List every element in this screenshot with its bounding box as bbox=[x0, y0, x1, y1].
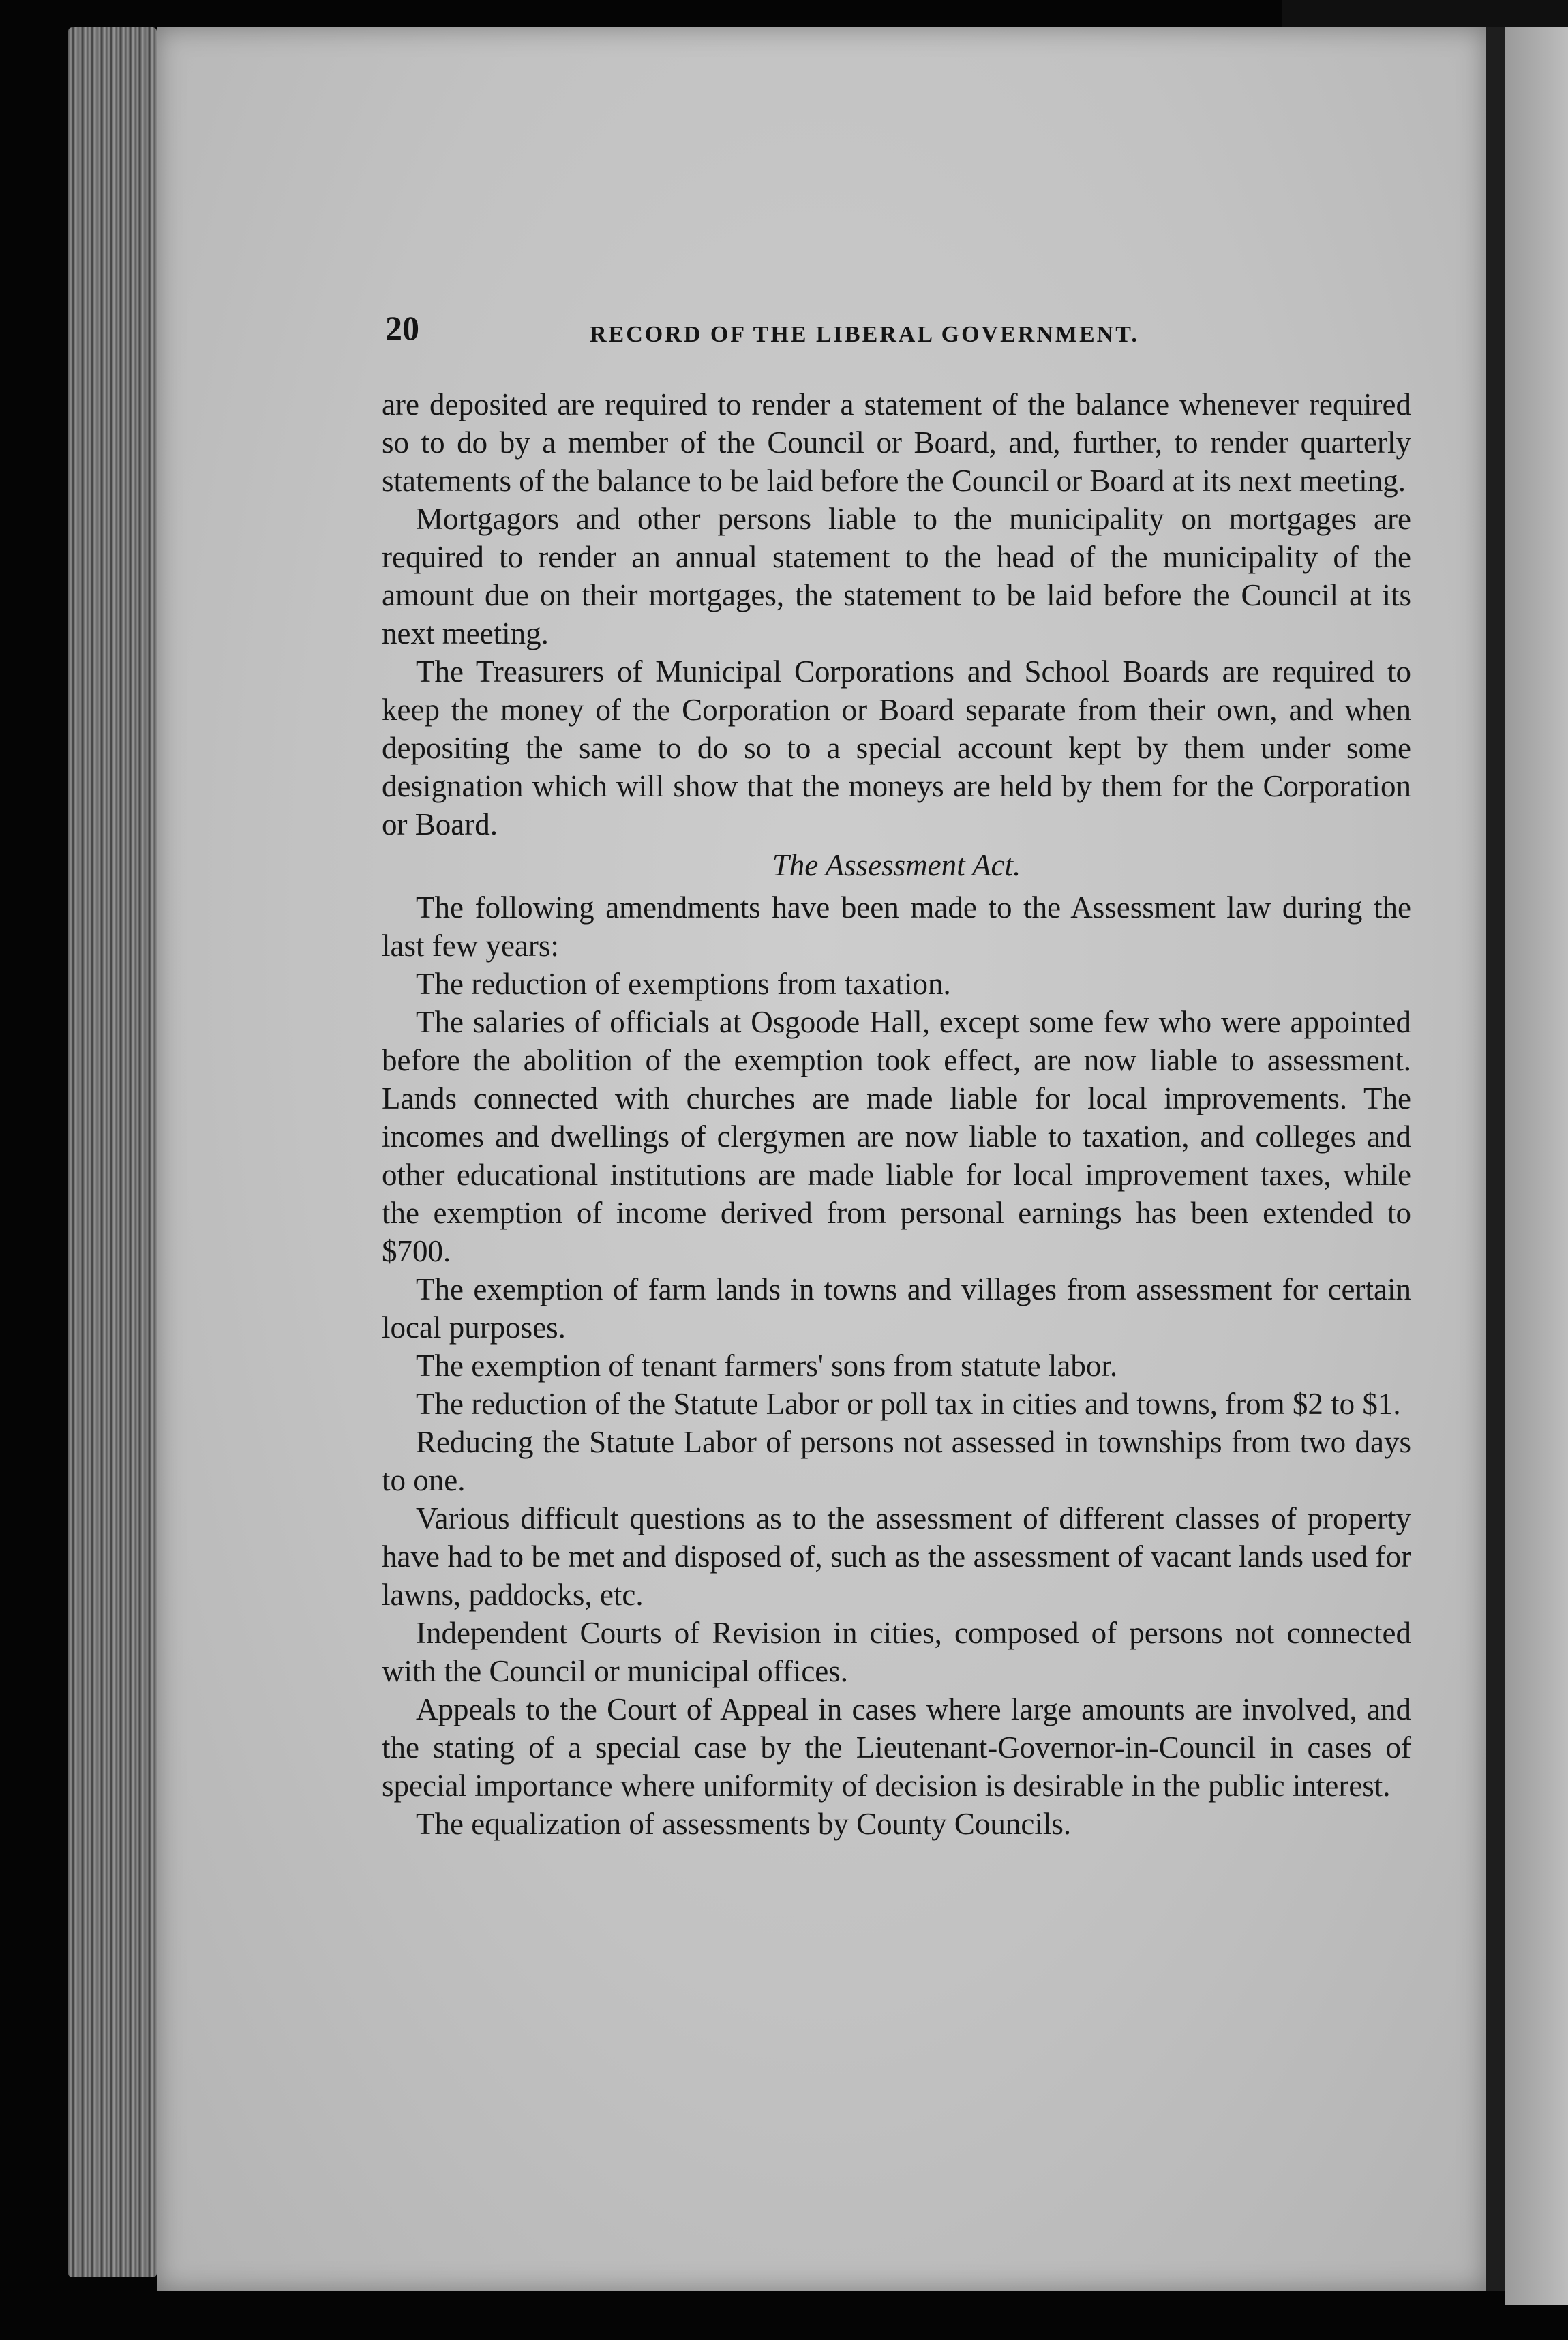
paragraph: The exemption of tenant farmers' sons from statute labor. bbox=[416, 1349, 1118, 1383]
page-edges bbox=[68, 27, 157, 2277]
paragraph: The Treasurers of Municipal Corporations and School Boards are required to keep the money of the Corporation or Board separate from their own, and when depositing the same to do so to a special account kept by them under some designation which will show that the moneys are held by them for the Corporation or Board. bbox=[382, 655, 1411, 841]
paragraph: The reduction of exemptions from taxation. bbox=[416, 967, 951, 1001]
body-text bbox=[382, 385, 1411, 1843]
paragraph: Reducing the Statute Labor of persons not assessed in townships from two days to one. bbox=[382, 1425, 1411, 1497]
page-header bbox=[385, 308, 1227, 356]
paragraph: The reduction of the Statute Labor or poll tax in cities and towns, from $2 to $1. bbox=[416, 1387, 1401, 1421]
section-title: The Assessment Act. bbox=[772, 848, 1021, 882]
paragraph: The following amendments have been made to the Assessment law during the last few years: bbox=[382, 890, 1411, 963]
paragraph: The salaries of officials at Osgoode Hall, except some few who were appointed before the abolition of the exemption took effect, are now liable to assessment. Lands connected with churches are made liable for local improvements. The incomes and dwellings of clergymen are now liable to taxation, and colleges and other educational institutions are made liable for local improvement taxes, while the exemption of income derived from personal earnings has been extended to $700. bbox=[382, 1005, 1411, 1268]
paragraph: Independent Courts of Revision in cities, composed of persons not connected with the Council or municipal offices. bbox=[382, 1616, 1411, 1688]
paragraph: are deposited are required to render a statement of the balance whenever required so to do by a member of the Council or Board, and, further, to render quarterly statements of the balance to be laid before the Council or Board at its next meeting. bbox=[382, 387, 1411, 498]
page-number: 20 bbox=[385, 309, 419, 347]
paragraph: Appeals to the Court of Appeal in cases where large amounts are involved, and the stating of a special case by the Lieutenant-Governor-in-Council in cases of special importance where uniformity of decision is desirable in the public interest. bbox=[382, 1692, 1411, 1803]
binding-gutter bbox=[1486, 27, 1505, 2291]
facing-page-edge bbox=[1505, 27, 1568, 2305]
paragraph: Mortgagors and other persons liable to the municipality on mortgages are required to render an annual statement to the head of the municipality of the amount due on their mortgages, the statement to be laid before the Council at its next meeting. bbox=[382, 502, 1411, 650]
paragraph: The exemption of farm lands in towns and villages from assessment for certain local purposes. bbox=[382, 1272, 1411, 1345]
paragraph: Various difficult questions as to the assessment of different classes of property have had to be met and disposed of, such as the assessment of vacant lands used for lawns, paddocks, etc. bbox=[382, 1501, 1411, 1612]
running-head: RECORD OF THE LIBERAL GOVERNMENT. bbox=[590, 322, 1139, 347]
paragraph: The equalization of assessments by County Councils. bbox=[416, 1807, 1072, 1841]
